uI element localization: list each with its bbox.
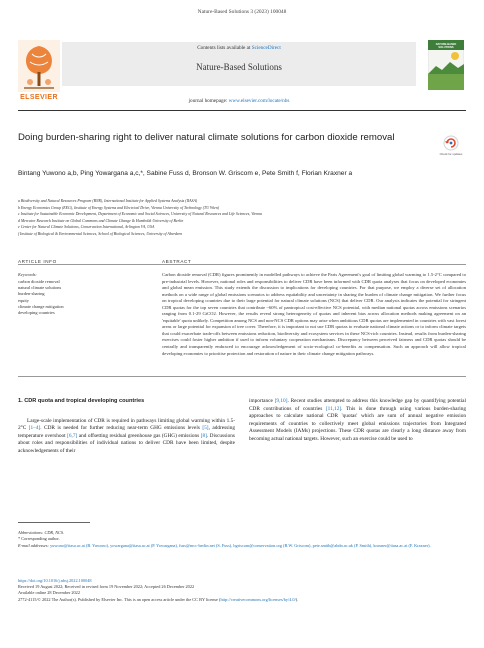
- elsevier-tree-logo-icon: [18, 40, 60, 92]
- text-run: and offsetting residual greenhouse gas (GHG) emissions: [77, 432, 201, 439]
- paragraph: [249, 398, 466, 442]
- check-for-updates-label: Check for updates: [439, 152, 463, 156]
- article-title: Doing burden-sharing right to deliver natural climate solutions for carbon dioxide removal: [18, 132, 395, 143]
- license-suffix: ).: [295, 596, 299, 602]
- header-rule: [18, 110, 466, 111]
- section-rule: [18, 264, 466, 265]
- journal-name: Nature-Based Solutions: [196, 62, 282, 72]
- license-link[interactable]: http://creativecommons.org/licenses/by/4.0/: [220, 596, 296, 602]
- online-date: Available online 28 December 2022: [18, 590, 80, 596]
- received-dates: Received 19 August 2022; Received in revised form 19 November 2022; Accepted 26 December 2022: [18, 584, 195, 590]
- citation-link[interactable]: [11,12]: [325, 405, 342, 412]
- abstract-text: Carbon dioxide removal (CDR) figures prominently in modelled pathways to achieve the Paris Agreement's goal of limiting global warming to 1.5-2°C compared to pre-industrial levels. However, national roles and responsibilities to deliver CDR have been informed with CDR quota analyses that focus on developed economies and global mean emission. This study extends the discussion to implications for developing countries. For that purpose, we employ a diverse set of allocation methods on a wide range of global emissions scenarios to address equitability and uncertainty in sharing the burden of climate change mitigation. We further focus on tropical developing countries due to their large potential for natural climate solutions (NCS) that deliver CDR. Our analysis indicates the potential for stringent CDR quotas for the top seven countries that contribute ~60% of pantropical cost-effective NCS potential, with median national quotas across emissions scenarios ranging from 0.1-29 GtCO2. However, the results reveal strong heterogeneity of quotas and inherent bias across allocation methods making agreement on an 'equitable' quota unlikely. Competition among NCS and non-NCS CDR options may arise when ambitious CDR quotas are implemented in countries with vast forest areas or large potential for expansion of tree cover. Therefore, it is important to not use CDR quotas to evaluate national climate actions or to inform climate targets that could exacerbate trade-offs between emissions reduction, biodiversity and ecosystem services in these NCS-rich countries. Instead, results from burden-sharing exercises could foster higher ambition if used to inform voluntary cooperation mechanisms. Discrepancy between perceived fairness and CDR quotas should be centrally and transparently embraced to encourage acknowledgement of socio-ecological co-benefits as compensation. Such an approach will allow tropical developing economies to prioritise protection and restoration of nature in their climate change mitigation pathways.: [162, 272, 466, 356]
- doi-link[interactable]: https://doi.org/10.1016/j.nbsj.2022.100048: [18, 578, 92, 583]
- publisher-logo-text: ELSEVIER: [20, 94, 58, 101]
- affiliation-item: c Institute for Sustainable Economic Development, Department of Economic and Social Sciences, University of Natural Resources and Life Sciences, Vienna: [18, 212, 262, 217]
- license-prefix: 2772-4115/© 2022 The Author(s). Published by Elsevier Inc. This is an open access article under the CC BY license (: [18, 596, 221, 602]
- citation-link[interactable]: [8]: [200, 432, 207, 439]
- citation-link[interactable]: [6,7]: [67, 432, 78, 439]
- citation-link[interactable]: [9,10]: [274, 398, 288, 404]
- cover-title: NATURE-BASED SOLUTIONS: [435, 43, 457, 49]
- citation-link[interactable]: [5]: [202, 425, 209, 432]
- homepage-prefix: journal homepage:: [188, 98, 228, 104]
- text-run: . Discussions about roles and responsibilities of individual nations to deliver CDR have been limited, despite acknowledgements of their: [18, 432, 235, 454]
- body-column-right: [249, 398, 466, 444]
- keyword-list: [18, 279, 64, 316]
- text-run: . CDR is needed for further reducing near-term GHG emissions levels: [40, 425, 203, 432]
- text-run: . This is done through using various burden-sharing approaches to calculate national CDR 'quotas' which are sum of annual negative emission requirements of countries to collectively meet global emissions trajectories from Integrated Assessment Models (IAMs) projections. These CDR quotas are clearly a long distance away from becoming actual national targets. However, such an exercise could be used to: [249, 405, 466, 442]
- running-header: Nature-Based Solutions 3 (2023) 100048: [197, 9, 287, 15]
- keyword-item: natural climate solutions: [18, 285, 62, 291]
- affiliation-item: b Energy Economics Group (EEG), Institute of Energy Systems and Electrical Drive, Vienna University of Technology (TU Wien): [18, 205, 220, 210]
- email-note: [18, 543, 466, 549]
- paragraph: [18, 418, 235, 456]
- corresponding-author-note: * Corresponding author.: [18, 536, 60, 542]
- email-addresses[interactable]: yuwono@iiasa.ac.at (B. Yuwono), yowargana@iiasa.ac.at (P. Yowargana), fuss@mcc-berlin.net (S. Fuss), bgriscom@conservation.org (B.W. Griscom), pete.smith@abdn.ac.uk (P. Smith), kraxner@iiasa.ac.at (F. Kraxner).: [50, 542, 431, 548]
- keyword-item: developing countries: [18, 310, 55, 316]
- contents-prefix: Contents lists available at: [197, 45, 251, 51]
- text-run: importance: [249, 398, 275, 404]
- section-heading: 1. CDR quota and tropical developing countries: [18, 398, 145, 404]
- text-run: . Recent studies attempted to address this knowledge gap by quantifying potential CDR contributions of countries: [249, 398, 466, 412]
- keyword-item: burden-sharing: [18, 291, 45, 297]
- license-line: [18, 597, 466, 603]
- abstract-label: ABSTRACT: [162, 259, 192, 264]
- keyword-item: equity: [18, 297, 29, 303]
- text-run: Large-scale implementation of CDR is required in pathways limiting global warming within 1.5-2°C: [18, 417, 235, 432]
- citation-link[interactable]: [1–4]: [28, 425, 41, 432]
- sciencedirect-link[interactable]: ScienceDirect: [251, 45, 281, 51]
- footnote-rule: [18, 522, 90, 523]
- publication-info: [18, 578, 466, 603]
- abbreviations-note: Abbreviations: CDR, NCS.: [18, 530, 65, 535]
- affiliation-item: f Institute of Biological & Environmental Sciences, School of Biological Sciences, University of Aberdeen: [18, 231, 183, 236]
- author-list: Bintang Yuwono a,b, Ping Yowargana a,c,*, Sabine Fuss d, Bronson W. Griscom e, Pete Smith f, Florian Kraxner a: [18, 170, 353, 177]
- affiliation-item: d Mercator Research Institute on Global Commons and Climate Change & Humboldt University of Berlin: [18, 218, 184, 223]
- affiliation-item: a Biodiversity and Natural Resources Program (BNR), International Institute for Applied Systems Analysis (IIASA): [18, 199, 198, 203]
- abstract-rule: [18, 376, 466, 377]
- homepage-link[interactable]: www.elsevier.com/locate/nbs: [228, 98, 290, 104]
- text-run: , addressing temperature overshoot: [18, 425, 235, 439]
- contents-line: [62, 45, 416, 51]
- affiliation-item: e Center for Natural Climate Solutions, Conservation International, Arlington VA, USA: [18, 225, 155, 230]
- affiliation-list: [18, 198, 466, 238]
- email-prefix: E-mail addresses:: [18, 542, 49, 548]
- keywords-label: Keywords:: [18, 272, 37, 277]
- article-info-label: ARTICLE INFO: [18, 259, 57, 264]
- body-column-left: [18, 398, 235, 456]
- keyword-item: climate change mitigation: [18, 303, 64, 309]
- keyword-item: carbon dioxide removal: [18, 279, 60, 284]
- homepage-line: [62, 98, 416, 104]
- footnotes: [18, 530, 466, 549]
